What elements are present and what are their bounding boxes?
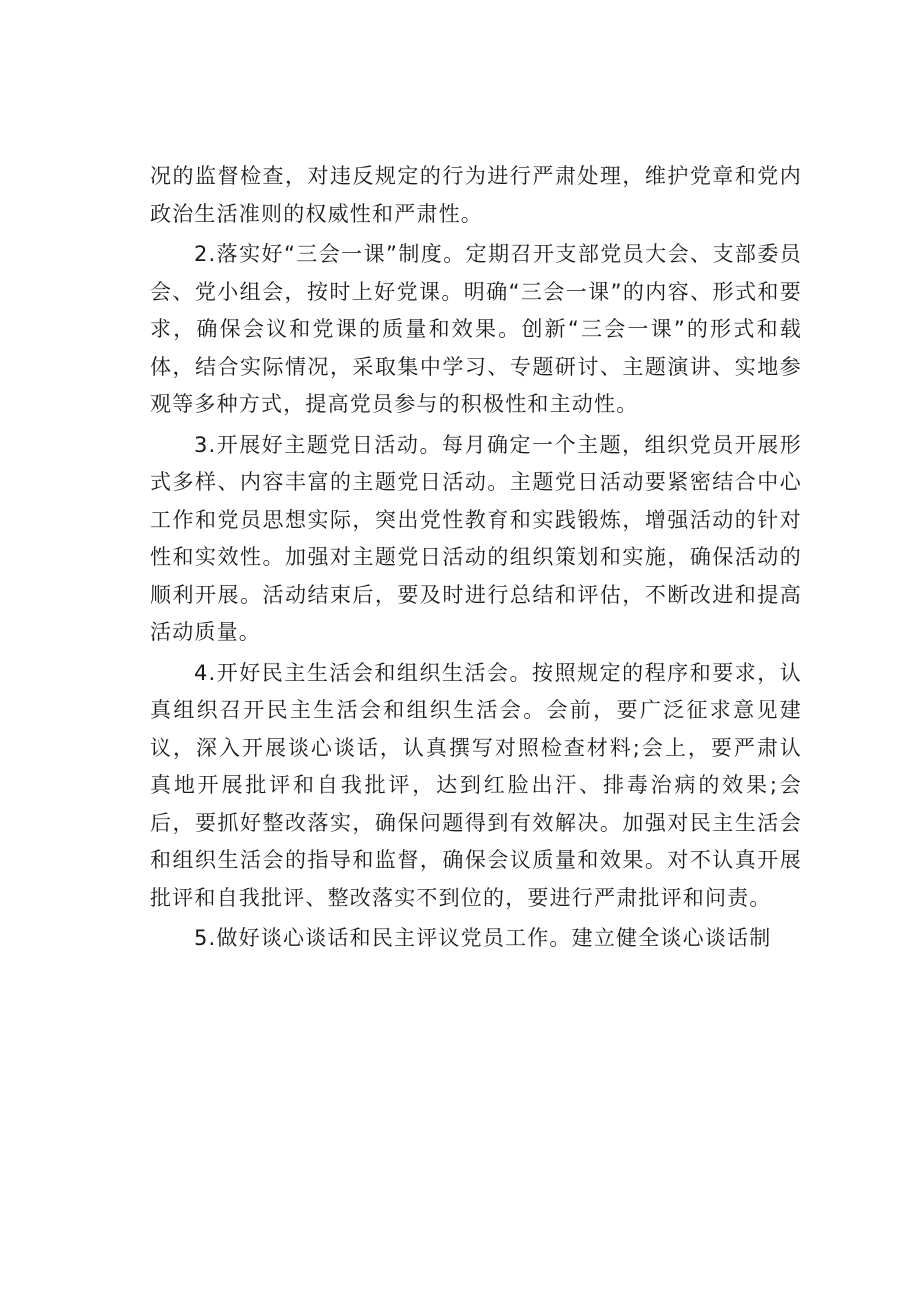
document-page [150,158,802,961]
paragraph-item-4: 4.开好民主生活会和组织生活会。按照规定的程序和要求，认真组织召开民主生活会和组织生活会。会前，要广泛征求意见建议，深入开展谈心谈话，认真撰写对照检查材料;会上，要严肃认真地开展批评和自我批评，达到红脸出汗、排毒治病的效果;会后，要抓好整改落实，确保问题得到有效解决。加强对民主生活会和组织生活会的指导和监督，确保会议质量和效果。对不认真开展批评和自我批评、整改落实不到位的，要进行严肃批评和问责。 [150,660,802,910]
paragraph-item-3: 3.开展好主题党日活动。每月确定一个主题，组织党员开展形式多样、内容丰富的主题党日活动。主题党日活动要紧密结合中心工作和党员思想实际，突出党性教育和实践锻炼，增强活动的针对性和实效性。加强对主题党日活动的组织策划和实施，确保活动的顺利开展。活动结束后，要及时进行总结和评估，不断改进和提高活动质量。 [150,432,802,644]
paragraph-item-2: 2.落实好“三会一课”制度。定期召开支部党员大会、支部委员会、党小组会，按时上好党课。明确“三会一课”的内容、形式和要求，确保会议和党课的质量和效果。创新“三会一课”的形式和载体，结合实际情况，采取集中学习、专题研讨、主题演讲、实地参观等多种方式，提高党员参与的积极性和主动性。 [150,242,802,416]
paragraph-item-5: 5.做好谈心谈话和民主评议党员工作。建立健全谈心谈话制 [194,926,772,950]
paragraph-continuation: 况的监督检查，对违反规定的行为进行严肃处理，维护党章和党内政治生活准则的权威性和严肃性。 [150,164,802,226]
